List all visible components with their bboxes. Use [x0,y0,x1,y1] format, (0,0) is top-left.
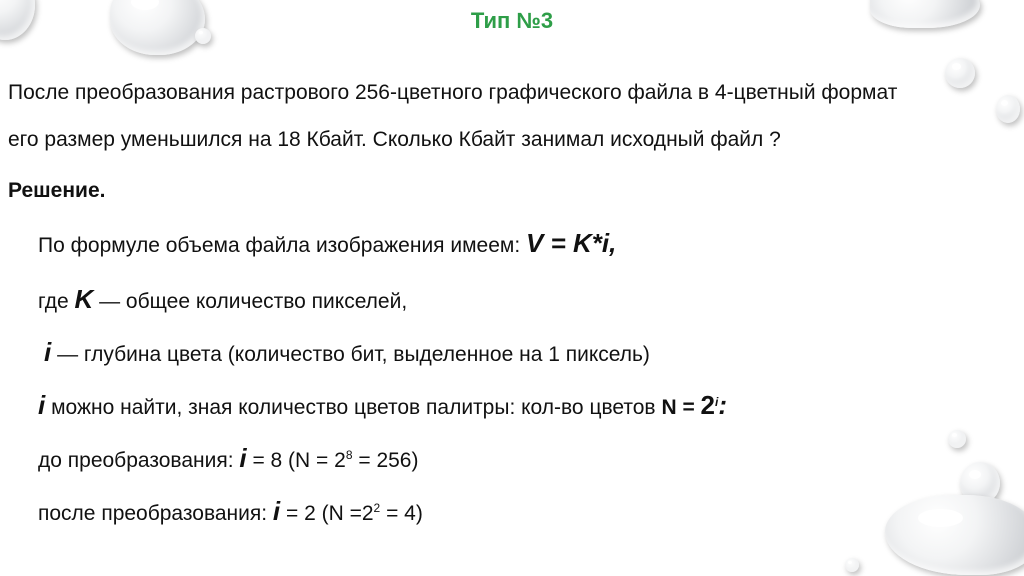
water-drop-decoration [996,95,1020,123]
i-definition-line: i — глубина цвета (количество бит, выделенное на 1 пиксель) [44,337,650,367]
before-conversion-line: до преобразования: i = 8 $(N = 2^8 = 256)$ [38,443,419,473]
formula-v-k-i: V = K*i, [526,228,617,258]
formula-line: По формуле объема файла изображения имеем: V = K*i, [38,228,617,258]
problem-line-1: После преобразования растрового 256-цветного графического файла в 4-цветный формат [8,81,898,104]
water-drop-decoration [948,430,966,448]
k-definition-line: где K — общее количество пикселей, [38,284,408,314]
palette-line: i можно найти, зная количество цветов палитры: кол-во цветов $N = 2^i$: [38,390,728,420]
water-drop-decoration [845,558,859,572]
after-conversion-line: после преобразования: i = 2 $(N =2^2 = 4)$ [38,496,423,526]
water-drop-decoration [945,58,975,88]
slide-title: Тип №3 [470,8,554,33]
water-drop-decoration [885,495,1024,575]
solution-label: Решение. [8,179,106,202]
problem-line-2: его размер уменьшился на 18 Кбайт. Сколько Кбайт занимал исходный файл ? [8,128,781,151]
